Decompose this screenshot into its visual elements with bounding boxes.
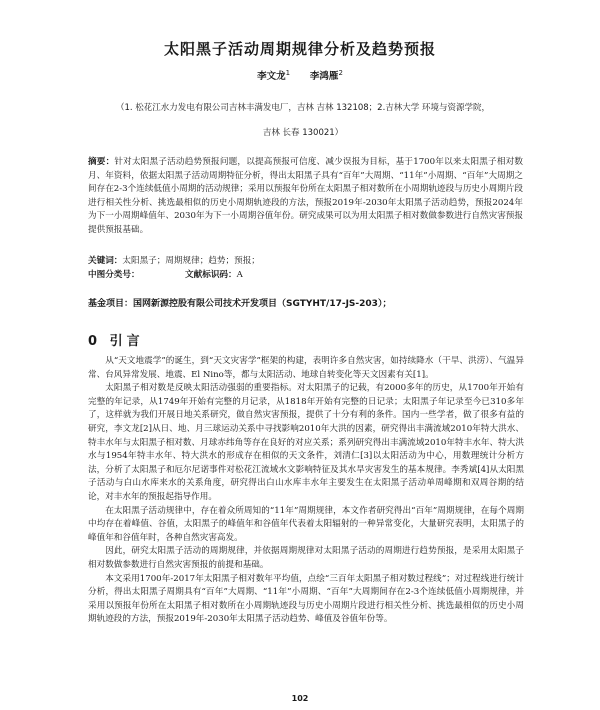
abstract xyxy=(88,156,523,238)
author-superscript: 2 xyxy=(338,68,343,77)
paragraph: 从“天文地震学”的诞生，到“天文灾害学”框架的构建，表明许多自然灾害，如持续降水（干旱、洪涝）、气温异常、台风异常发展、地震、El Nino等，都与太阳活动、地球自转变化等天文因素有关[1]。 xyxy=(88,356,524,380)
page-number: 102 xyxy=(291,694,309,703)
author-superscript: 1 xyxy=(285,68,291,77)
section-heading: 0 引言 xyxy=(88,334,144,349)
affiliation xyxy=(86,96,520,146)
abstract-label: 摘要： xyxy=(88,157,115,167)
paragraph: 在太阳黑子活动规律中，存在着众所周知的“11年”周期规律，本文作者研究得出“百年”周期规律，在每个周期中均存在着峰值、谷值，太阳黑子的峰值年和谷值年代表着太阳辐射的一种异常变化，大量研究表明，太阳黑子的峰值年和谷值年时，各种自然灾害高发。 xyxy=(88,505,524,543)
affiliation-line-1: （1. 松花江水力发电有限公司吉林丰满发电厂，吉林 吉林 132108；2.吉林大学 环境与资源学院， xyxy=(116,103,490,113)
clc-label: 中图分类号： xyxy=(88,270,140,280)
abstract-text: 针对太阳黑子活动趋势预报问题，以提高预报可信度、减少误报为目标，基于1700年以来太阳黑子相对数月、年资料，依据太阳黑子活动周期特征分析，得出太阳黑子具有“百年”大周期、“11年”小周期、“百年”大周期之间存在2-3个连续低值小周期的活动规律；采用以预报年份所在太阳黑子相对数所在小周期轨迹段与历史小周期片段进行相关性分析、挑选最相似的历史小周期轨迹段的方法，预报2019年-2030年太阳黑子活动趋势，预报2024年为下一小周期峰值年、2030年为下一小周期谷值年份。研究成果可以为用太阳黑子相对数做参数进行自然灾害预报提供预报基础。 xyxy=(88,157,523,235)
keywords-label: 关键词： xyxy=(88,256,123,266)
author-line xyxy=(0,68,600,82)
keywords-text: 太阳黑子；周期规律；趋势；预报； xyxy=(122,256,260,266)
funding-note: 基金项目：国网新源控股有限公司技术开发项目（SGTYHT/17-JS-203）； xyxy=(88,299,392,309)
doc-code-label: 文献标识码： xyxy=(185,270,237,280)
paragraph: 本文采用1700年-2017年太阳黑子相对数年平均值，点绘“三百年太阳黑子相对数过程线”；对过程线进行统计分析，得出太阳黑子周期具有“百年”大周期、“11年”小周期、“百年”大周期间存在2-3个连续低值小周期规律，并采用以预报年份所在太阳黑子相对数所在小周期轨迹段与历史小周期片段进行相关性分析、挑选最相似的历史小周期轨迹段的方法，预报2019年-2030年太阳黑子活动趋势、峰值及谷值年份等。 xyxy=(88,573,524,625)
keywords xyxy=(88,254,523,268)
paper-title: 太阳黑子活动周期规律分析及趋势预报 xyxy=(163,40,436,58)
body-text xyxy=(88,355,524,627)
paragraph: 太阳黑子相对数是反映太阳活动强弱的重要指标。对太阳黑子的记载，有2000多年的历史，从1700年开始有完整的年记录，从1749年开始有完整的月记录，从1818年开始有完整的日记录；太阳黑子年记录至今已310多年了，这样就为我们开展日地关系研究，做自然灾害预报，提供了十分有利的条件。国内一些学者，做了很多有益的研究，李文龙[2]从日、地、月三球运动关系中寻找影响2010年大洪的因素，研究得出丰满流域2010年特大洪水、特丰水年与太阳黑子相对数、月球赤纬角等存在良好的对应关系；系列研究得出丰满流域2010年特丰水年、特大洪水与1954年特丰水年、特大洪水的形成存在相似的天文条件，刘清仁[3]以太阳活动为中心，用数理统计分析方法，分析了太阳黑子和厄尔尼诺事件对松花江流域水文影响特征及其水旱灾害发生的基本规律。李秀斌[4]从太阳黑子活动与白山水库来水的关系角度，研究得出白山水库丰水年主要发生在太阳黑子活动单周峰期和双周谷期的结论，对丰水年的预报起指导作用。 xyxy=(88,383,524,502)
paragraph: 因此，研究太阳黑子活动的周期规律，并依据周期规律对太阳黑子活动的周期进行趋势预报，是采用太阳黑子相对数做参数进行自然灾害预报的前提和基础。 xyxy=(88,546,524,570)
affiliation-line-2: 吉林 长春 130021） xyxy=(262,128,344,138)
author-name: 李文龙 xyxy=(257,71,286,82)
classification-line xyxy=(88,268,523,282)
doc-code-value: A xyxy=(236,270,243,280)
author-name: 李鸿雁 xyxy=(309,71,339,82)
